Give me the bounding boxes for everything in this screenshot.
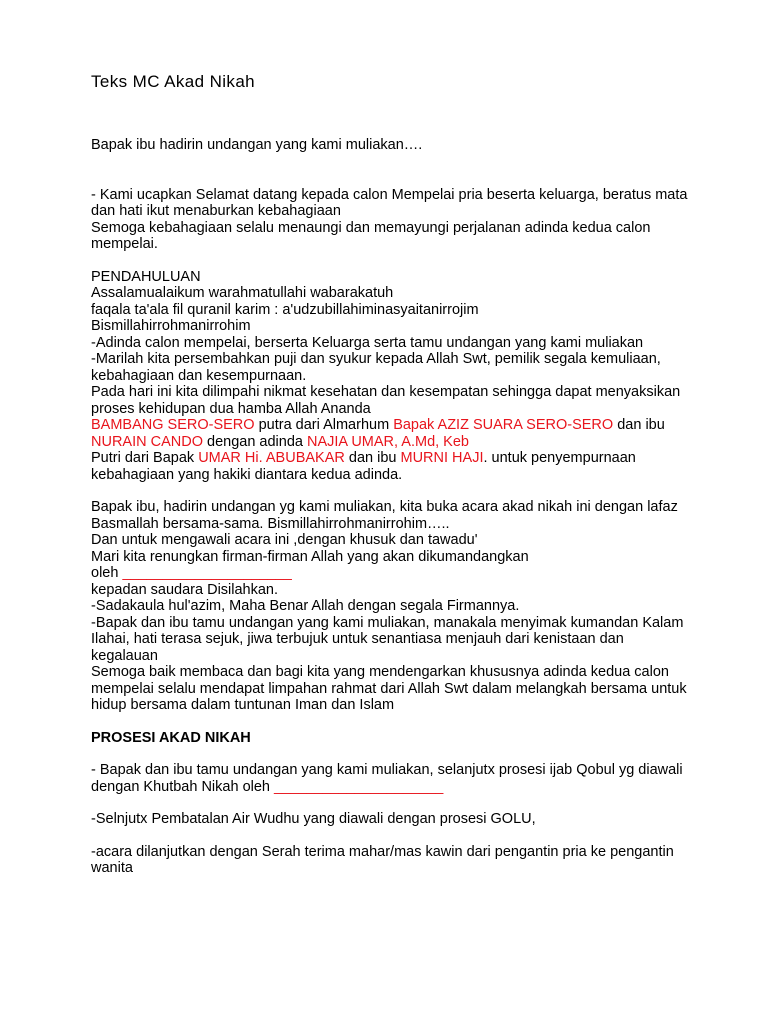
groom-name: BAMBANG SERO-SERO xyxy=(91,417,255,433)
welcome-line-2: Semoga kebahagiaan selalu menaungi dan memayungi perjalanan adinda kedua calon mempelai. xyxy=(91,219,651,252)
prosesi-text-1: - Bapak dan ibu tamu undangan yang kami muliakan, selanjutx prosesi ijab Qobul yg diawali dengan Khutbah Nikah oleh xyxy=(91,762,683,795)
pendahuluan-line: faqala ta'ala fil quranil karim : a'udzubillahiminasyaitanirrojim xyxy=(91,301,479,318)
opening-line: Mari kita renungkan firman-firman Allah yang akan dikumandangkan xyxy=(91,548,529,565)
pendahuluan-line: Assalamualaikum warahmatullahi wabarakatuh xyxy=(91,285,394,301)
greeting-paragraph: Bapak ibu hadirin undangan yang kami muliakan…. xyxy=(91,137,423,153)
document-title: Teks MC Akad Nikah xyxy=(91,72,256,91)
opening-line: Bapak ibu, hadirin undangan yg kami muliakan, kita buka acara akad nikah ini dengan lafaz Basmallah bersama-sama. Bismillahirrohmanirrohim….. xyxy=(91,499,678,532)
prosesi-heading: PROSESI AKAD NIKAH xyxy=(91,729,251,746)
opening-line: Dan untuk mengawali acara ini ,dengan khusuk dan tawadu' xyxy=(91,532,478,548)
and-mother-text: dan ibu xyxy=(348,450,397,466)
opening-line: kepadan saudara Disilahkan. xyxy=(91,581,279,598)
pendahuluan-line: -Adinda calon mempelai, berserta Keluarga serta tamu undangan yang kami muliakan xyxy=(91,334,644,351)
couple-intro-text: Pada hari ini kita dilimpahi nikmat kesehatan dan kesempatan sehingga dapat menyaksikan proses kehidupan dua hamba Allah Ananda xyxy=(91,384,681,417)
reciter-line xyxy=(91,565,691,582)
pendahuluan-line: -Marilah kita persembahkan puji dan syukur kepada Allah Swt, pemilik segala kemuliaan, kebahagiaan dan kesempurnaan. xyxy=(91,351,661,384)
opening-line: -Sadakaula hul'azim, Maha Benar Allah dengan segala Firmannya. xyxy=(91,598,520,614)
bride-mother-name: MURNI HAJI xyxy=(400,450,484,466)
khutbah-blank: _____________________ xyxy=(274,778,444,795)
reciter-blank: _____________________ xyxy=(122,565,292,581)
prosesi-paragraph-1 xyxy=(91,762,691,795)
groom-father-name: Bapak AZIZ SUARA SERO-SERO xyxy=(393,417,614,433)
welcome-line-1: - Kami ucapkan Selamat datang kepada calon Mempelai pria beserta keluarga, beratus mata dan hati ikut menaburkan kebahagiaan xyxy=(91,186,688,219)
daughter-of-text: Putri dari Bapak xyxy=(91,450,195,466)
opening-line: Semoga baik membaca dan bagi kita yang mendengarkan khususnya adinda kedua calon mempelai selalu mendapat limpahan rahmat dari Allah Swt dalam melangkah bersama untuk hidup bersama dalam tuntunan Iman dan Islam xyxy=(91,664,687,713)
son-of-text: putra dari Almarhum xyxy=(258,417,390,433)
closing-text: . untuk penyempurnaan kebahagiaan yang hakiki diantara kedua adinda. xyxy=(91,450,636,483)
bride-father-name: UMAR Hi. ABUBAKAR xyxy=(198,450,345,466)
oleh-text: oleh xyxy=(91,565,119,581)
with-sister-text: dengan adinda xyxy=(207,433,303,450)
groom-mother-name: NURAIN CANDO xyxy=(91,433,203,450)
document-body xyxy=(91,137,691,877)
and-mother-text: dan ibu xyxy=(617,417,665,433)
prosesi-paragraph-2: -Selnjutx Pembatalan Air Wudhu yang diawali dengan prosesi GOLU, xyxy=(91,811,536,827)
pendahuluan-heading: PENDAHULUAN xyxy=(91,268,201,285)
opening-line: -Bapak dan ibu tamu undangan yang kami muliakan, manakala menyimak kumandan Kalam Ilahai, hati terasa sejuk, jiwa terbujuk untuk senantiasa menjauh dari kenistaan dan kegalauan xyxy=(91,614,684,664)
pendahuluan-line: Bismillahirrohmanirrohim xyxy=(91,318,251,334)
couple-paragraph xyxy=(91,384,691,483)
prosesi-paragraph-3: -acara dilanjutkan dengan Serah terima mahar/mas kawin dari pengantin pria ke pengantin wanita xyxy=(91,843,674,876)
bride-name: NAJIA UMAR, A.Md, Keb xyxy=(307,433,469,450)
